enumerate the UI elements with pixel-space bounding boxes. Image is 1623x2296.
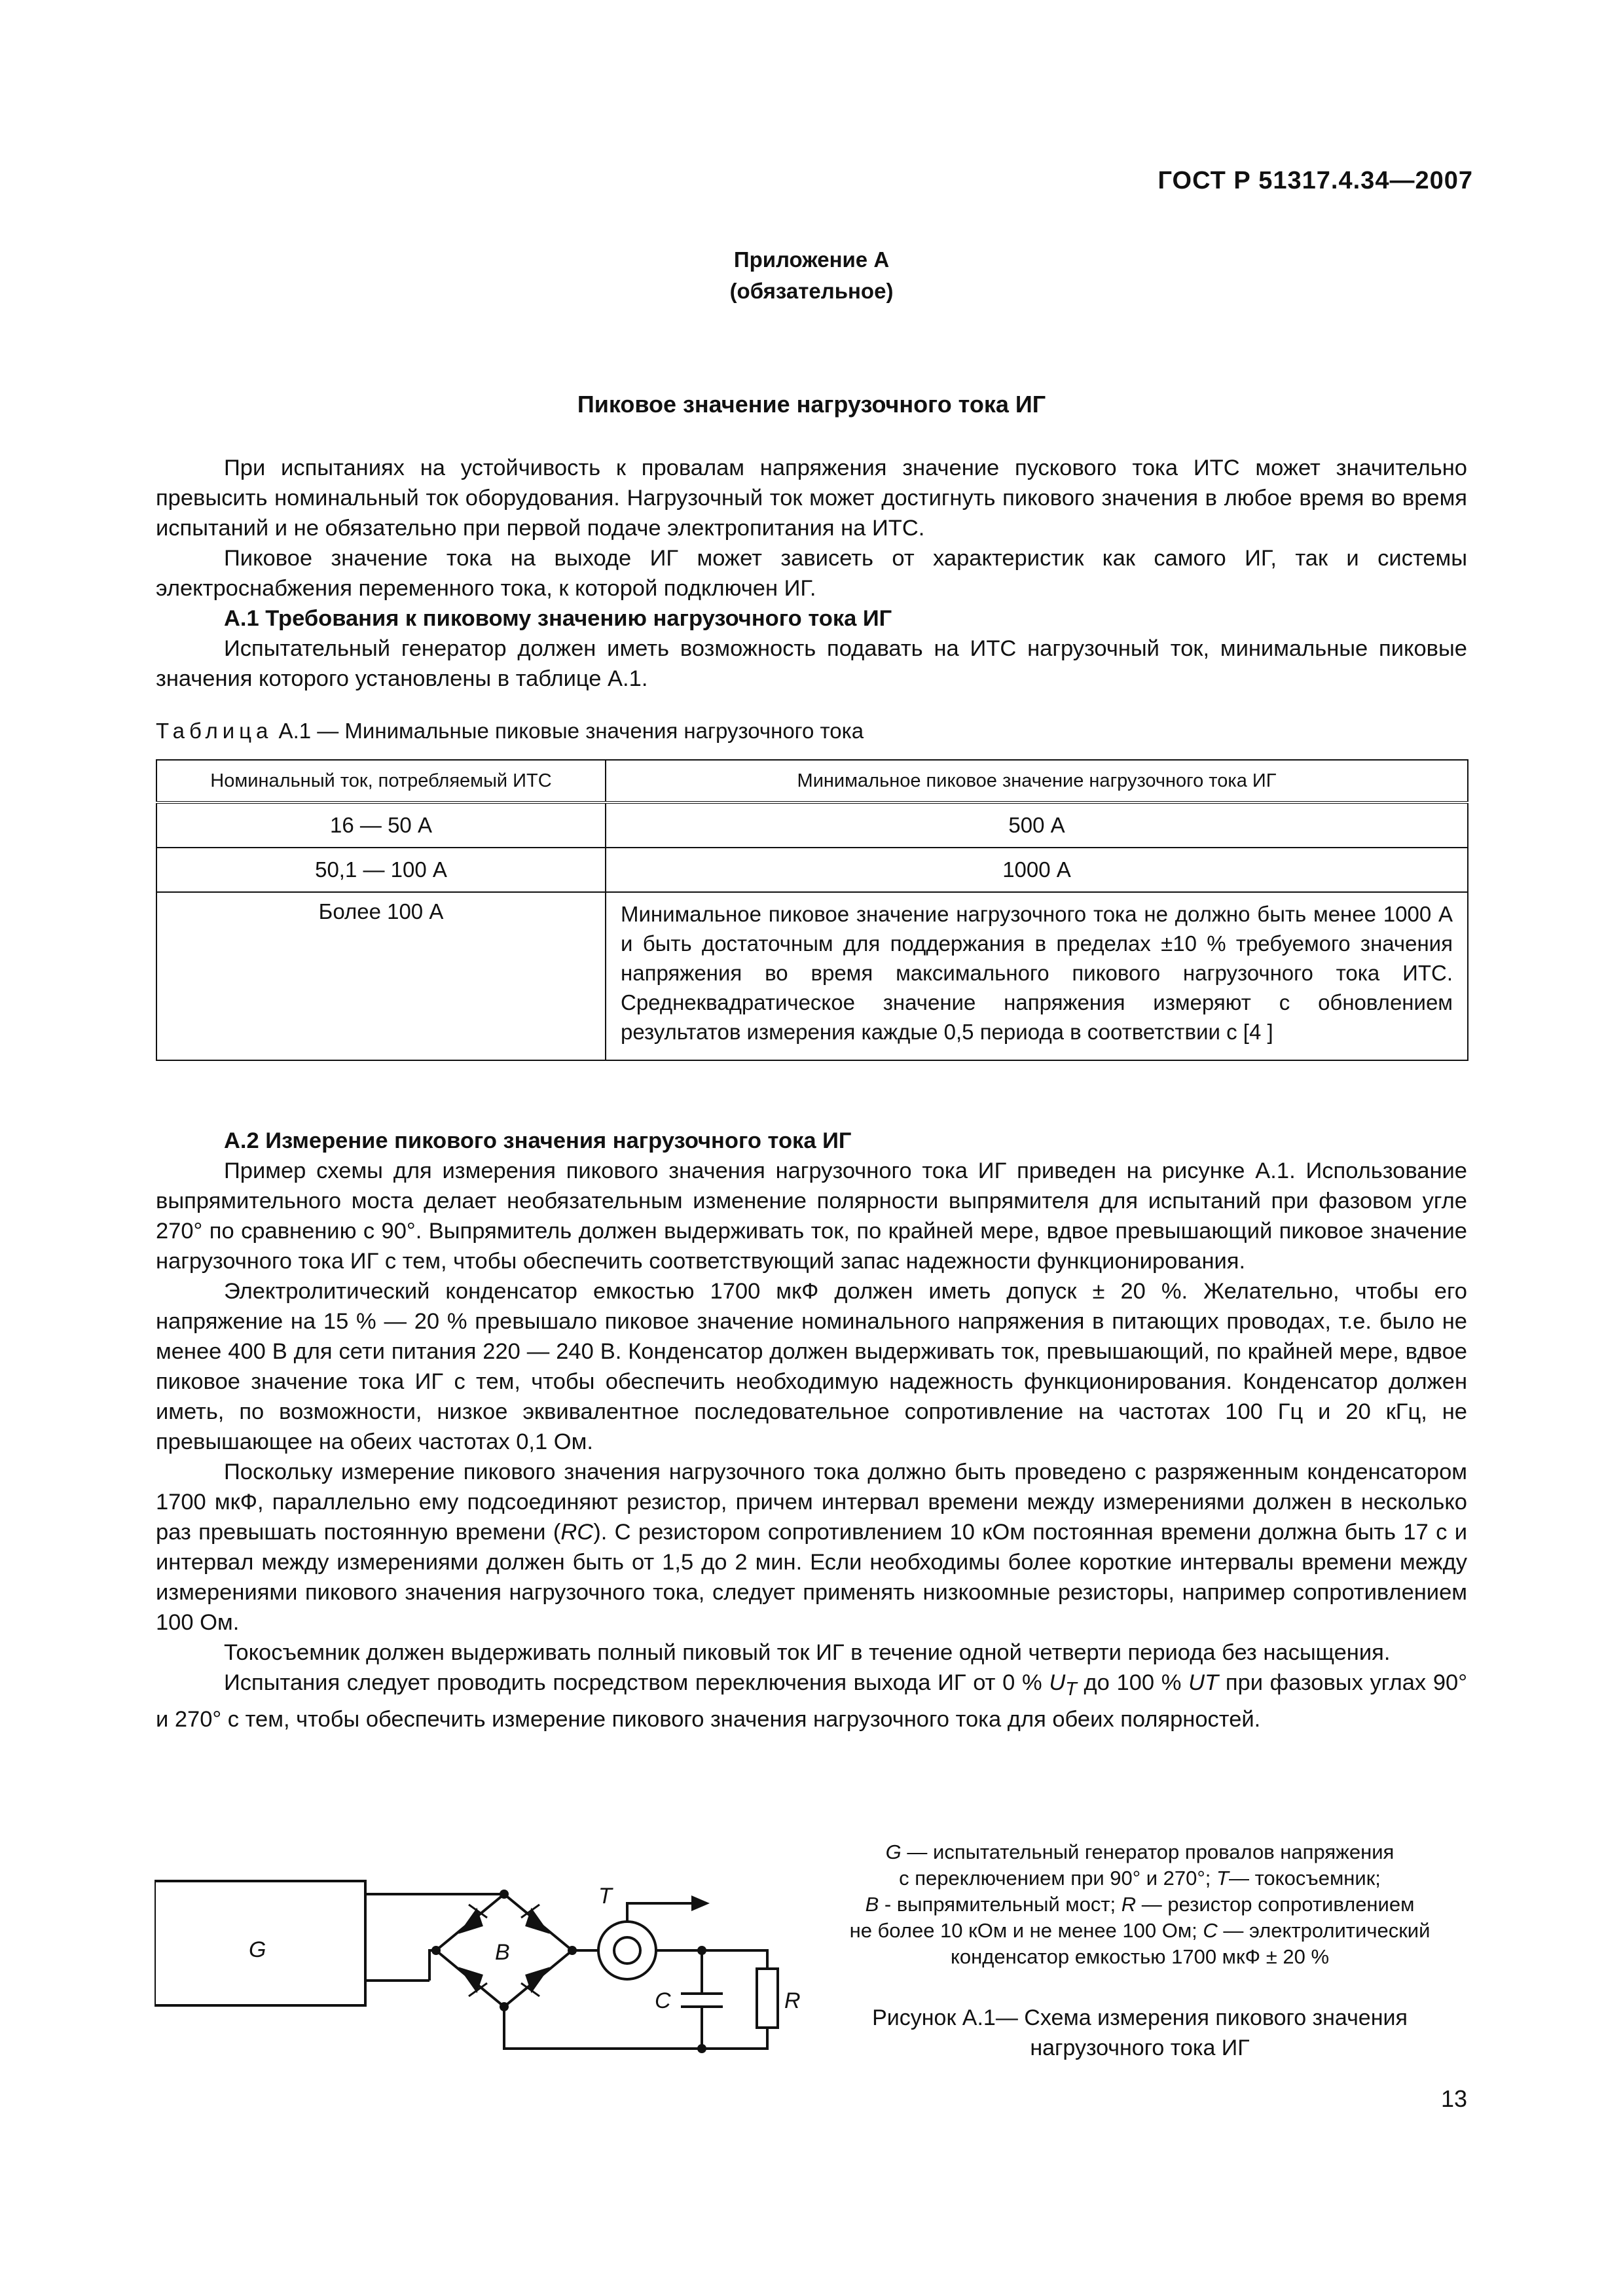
figure-caption-line: нагрузочного тока ИГ: [1030, 2036, 1250, 2060]
node-dot: [500, 1890, 509, 1899]
section-a2-paragraph: [156, 1668, 1467, 1734]
voltage-subscript: T: [1065, 1678, 1077, 1700]
table-row: [156, 892, 1468, 1060]
probe-output-line: [627, 1903, 693, 1922]
label-c: C: [655, 1988, 671, 2013]
figure-legend: [816, 1839, 1464, 1970]
table-cell: 1000 А: [606, 848, 1468, 892]
wire: [429, 1950, 436, 1981]
legend-line: [816, 1918, 1464, 1970]
legend-text: не более 10 кОм и не менее 100 Ом;: [849, 1919, 1203, 1942]
current-probe: [598, 1922, 656, 1979]
appendix-line-2: (обязательное): [729, 279, 894, 303]
table-cell: 500 А: [606, 802, 1468, 848]
label-t: T: [598, 1884, 612, 1909]
figure-caption-line: Рисунок А.1— Схема измерения пикового значения: [872, 2005, 1408, 2030]
legend-text: — токосъемник;: [1228, 1867, 1381, 1890]
appendix-line-1: Приложение А: [733, 247, 890, 272]
text-run: при фазовых углах 90° и 270° с тем, чтобы обеспечить измерение пикового значения нагрузочного тока для обеих полярностей.: [156, 1670, 1467, 1732]
diode-icon: [526, 1969, 547, 1991]
table-header-row: [156, 760, 1468, 802]
text-run: до 100 %: [1076, 1670, 1189, 1695]
table-row: [156, 802, 1468, 848]
label-b: B: [495, 1940, 510, 1965]
legend-line: [816, 1865, 1464, 1892]
figure-caption: [816, 2003, 1464, 2063]
table-header: Номинальный ток, потребляемый ИТС: [156, 760, 606, 802]
page-number: 13: [1440, 2085, 1467, 2112]
legend-symbol: G: [885, 1840, 902, 1863]
document-code: ГОСТ Р 51317.4.34—2007: [1158, 167, 1473, 194]
section-a2-heading: А.2 Измерение пикового значения нагрузочного тока ИГ: [224, 1128, 852, 1153]
legend-symbol: C: [1203, 1919, 1218, 1942]
table-cell: 50,1 — 100 А: [156, 848, 606, 892]
intro-paragraph: Пиковое значение тока на выходе ИГ может зависеть от характеристик как самого ИГ, так и системы электроснабжения переменного тока, к которой подключен ИГ.: [156, 546, 1467, 601]
legend-text: — испытательный генератор провалов напряжения: [901, 1840, 1395, 1863]
text-run: ). С резистором сопротивлением 10 кОм постоянная времени должна быть 17 с и интервал между измерениями должен быть от 1,5 до 2 мин. Если необходимы более короткие интервалы времени между измерениями пикового значения нагрузочного тока, следует применять низкоомные резисторы, например сопротивлением 100 Ом.: [156, 1520, 1467, 1635]
section-a2-paragraph: [156, 1457, 1467, 1638]
section-a2-paragraph: Пример схемы для измерения пикового значения нагрузочного тока ИГ приведен на рисунке А.1. Использование выпрямительного моста делает необязательным изменение полярности выпрямителя для испытаний при фазовом угле 270° по сравнению с 90°. Выпрямитель должен выдерживать ток, по крайней мере, вдвое превышающий пиковое значение нагрузочного тока ИГ с тем, чтобы обеспечить соответствующий запас надежности функционирования.: [156, 1158, 1467, 1274]
table-caption: [156, 719, 864, 744]
section-a2-paragraph: Токосъемник должен выдерживать полный пиковый ток ИГ в течение одной четверти периода без насыщения.: [224, 1640, 1391, 1665]
wire: [504, 2007, 767, 2049]
section-a1-heading: А.1 Требования к пиковому значению нагрузочного тока ИГ: [224, 606, 892, 631]
legend-line: [816, 1839, 1464, 1865]
legend-symbol: B: [865, 1893, 879, 1916]
legend-text: — электролитический конденсатор емкостью 1700 мкФ ± 20 %: [950, 1919, 1431, 1968]
section-a2-paragraph: Электролитический конденсатор емкостью 1700 мкФ должен иметь допуск ± 20 %. Желательно, чтобы его напряжение на 15 % — 20 % превышало пиковое значение номинального напряжения в питающих проводах, т.е. было не менее 400 В для сети питания 220 — 240 В. Конденсатор должен выдерживать ток, превышающий, по крайней мере, вдвое пиковое значение тока ИГ с тем, чтобы обеспечить необходимую надежность функционирования. Конденсатор должен иметь, по возможности, низкое эквивалентное последовательное сопротивление на частотах 100 Гц и 20 кГц, не превышающее на обеих частотах 0,1 Ом.: [156, 1279, 1467, 1454]
intro-paragraph: При испытаниях на устойчивость к провалам напряжения значение пускового тока ИТС может значительно превысить номинальный ток оборудования. Нагрузочный ток может достигнуть пикового значения в любое время во время испытаний и не обязательно при первой подаче электропитания на ИТС.: [156, 456, 1467, 541]
node-dot: [568, 1946, 577, 1955]
node-dot: [697, 2044, 706, 2053]
diode-icon: [461, 1910, 482, 1932]
current-probe-core: [614, 1937, 640, 1964]
voltage-symbol: U: [1049, 1670, 1066, 1695]
table-header: Минимальное пиковое значение нагрузочного тока ИГ: [606, 760, 1468, 802]
node-dot: [431, 1946, 441, 1955]
measurement-circuit-diagram: [155, 1852, 809, 2068]
table-cell: Более 100 А: [156, 892, 606, 1060]
arrow-icon: [691, 1895, 710, 1911]
label-g: G: [249, 1937, 266, 1962]
node-dot: [500, 2002, 509, 2011]
table-caption-text: А.1 — Минимальные пиковые значения нагрузочного тока: [272, 719, 864, 743]
rc-symbol: RC: [560, 1520, 594, 1545]
legend-line: [816, 1892, 1464, 1918]
section-a2: [156, 1126, 1467, 1734]
legend-symbol: T: [1216, 1867, 1229, 1890]
table-caption-word: Таблица: [156, 719, 273, 743]
diode-icon: [526, 1910, 547, 1932]
diode-icon: [461, 1969, 482, 1991]
intro-text: [156, 453, 1467, 694]
peak-current-table: [156, 759, 1468, 1061]
table-cell: 16 — 50 А: [156, 802, 606, 848]
resistor: [757, 1969, 778, 2028]
node-dot: [697, 1946, 706, 1955]
wire: [656, 1950, 767, 1969]
text-run: Поскольку измерение пикового значения нагрузочного тока должно быть проведено с разряженным конденсатором 1700 мкФ, параллельно ему подсоединяют резистор, причем интервал времени между измерениями должен в несколько раз превышать постоянную времени (: [156, 1460, 1467, 1545]
legend-text: — резистор сопротивлением: [1136, 1893, 1415, 1916]
legend-symbol: R: [1121, 1893, 1137, 1916]
section-a1-text: Испытательный генератор должен иметь возможность подавать на ИТС нагрузочный ток, минимальные пиковые значения которого установлены в таблице А.1.: [156, 636, 1467, 691]
table-row: [156, 848, 1468, 892]
appendix-label: [0, 244, 1623, 307]
legend-text: - выпрямительный мост;: [879, 1893, 1122, 1916]
legend-text: с переключением при 90° и 270°;: [899, 1867, 1217, 1890]
label-r: R: [784, 1988, 801, 2013]
appendix-title: Пиковое значение нагрузочного тока ИГ: [577, 391, 1046, 418]
voltage-symbol: UT: [1188, 1670, 1219, 1695]
table-cell: Минимальное пиковое значение нагрузочного тока не должно быть менее 1000 А и быть достаточным для поддержания в пределах ±10 % требуемого значения напряжения во время максимального пикового нагрузочного тока ИТС. Среднеквадратическое значение напряжения измеряют с обновлением результатов измерения каждые 0,5 периода в соответствии с [4 ]: [606, 892, 1468, 1060]
text-run: Испытания следует проводить посредством переключения выхода ИГ от 0 %: [224, 1670, 1049, 1695]
